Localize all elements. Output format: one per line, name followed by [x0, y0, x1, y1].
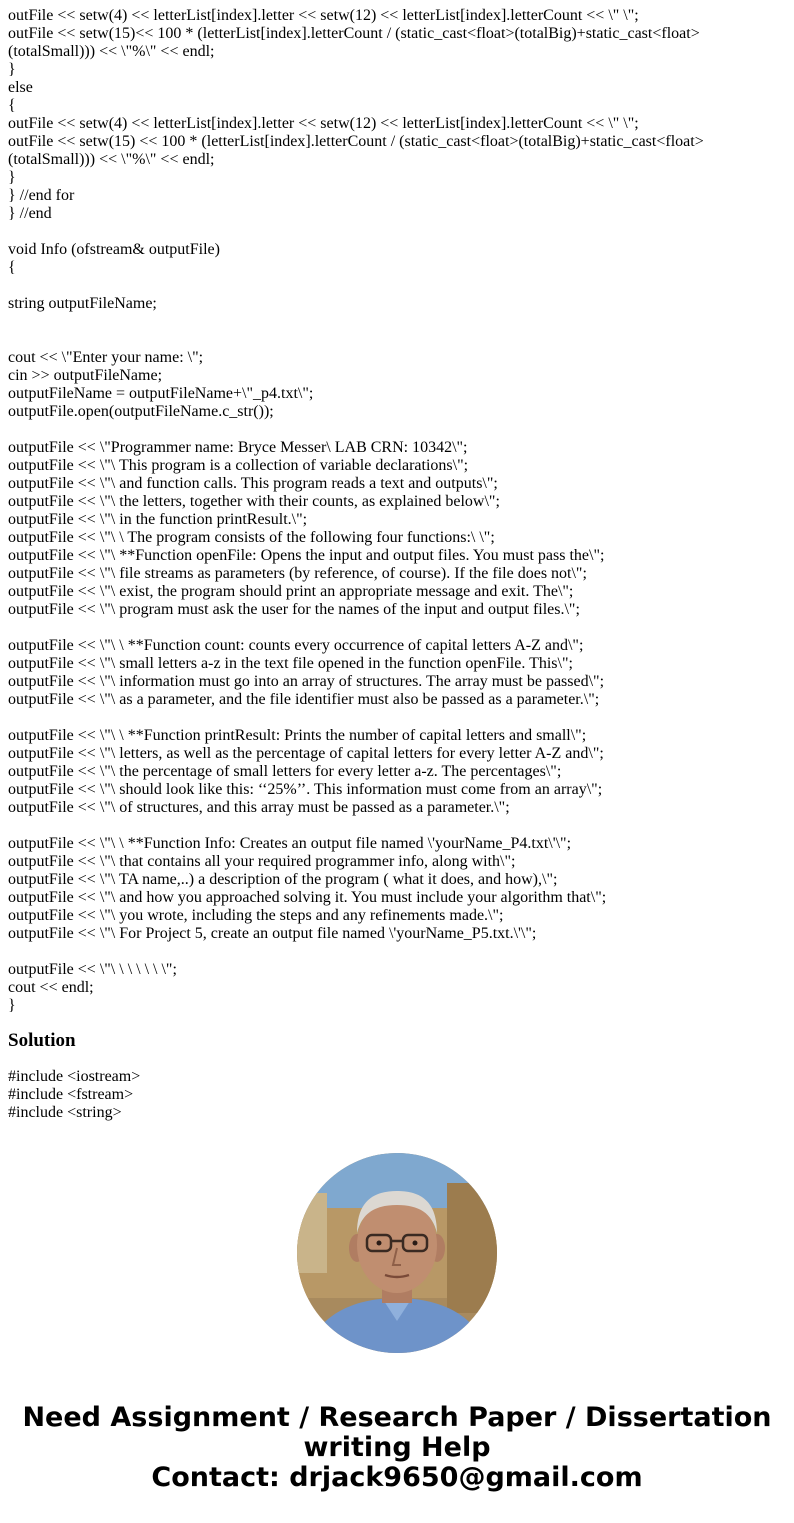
code-line — [8, 817, 786, 835]
code-line: outputFile << \"\ that contains all your required programmer info, along with\"; — [8, 853, 516, 870]
code-line: outputFile << \"\ \ **Function count: counts every occurrence of capital letters A-Z and\"; — [8, 637, 584, 654]
code-line: outputFile << \"\ \ The program consists of the following four functions:\ \"; — [8, 529, 495, 546]
code-line: cout << \"Enter your name: \"; — [8, 349, 204, 366]
code-line: string outputFileName; — [8, 295, 157, 312]
code-line: outFile << setw(15) << 100 * (letterList[index].letterCount / (static_cast<float>(totalBig)+static_cast<float>(totalSmall))) << \"%\" << endl; — [8, 133, 704, 168]
code-line: outputFile.open(outputFileName.c_str()); — [8, 403, 274, 420]
code-line: #include <iostream> — [8, 1068, 141, 1085]
solution-heading: Solution — [8, 1030, 76, 1051]
code-line: outputFile << \"\ and function calls. This program reads a text and outputs\"; — [8, 475, 498, 492]
code-line: outputFile << \"\ \ **Function printResult: Prints the number of capital letters and small\"; — [8, 727, 587, 744]
code-line: outputFile << \"Programmer name: Bryce Messer\ LAB CRN: 10342\"; — [8, 439, 468, 456]
code-line: cin >> outputFileName; — [8, 367, 163, 384]
author-avatar — [297, 1153, 497, 1353]
code-line — [8, 223, 786, 241]
code-line — [8, 943, 786, 961]
code-line — [8, 331, 786, 349]
code-line: outputFile << \"\ as a parameter, and the file identifier must also be passed as a parameter.\"; — [8, 691, 600, 708]
code-line: cout << endl; — [8, 979, 94, 996]
code-line: outputFileName = outputFileName+\"_p4.txt\"; — [8, 385, 314, 402]
code-line: } — [8, 61, 16, 78]
code-line: outputFile << \"\ in the function printResult.\"; — [8, 511, 308, 528]
code-line: outputFile << \"\ small letters a-z in the text file opened in the function openFile. This\"; — [8, 655, 573, 672]
code-line — [8, 313, 786, 331]
code-line: outputFile << \"\ the percentage of small letters for every letter a-z. The percentages\"; — [8, 763, 562, 780]
code-line: outputFile << \"\ **Function openFile: Opens the input and output files. You must pass the\"; — [8, 547, 605, 564]
code-line: outputFile << \"\ This program is a collection of variable declarations\"; — [8, 457, 469, 474]
code-line: outputFile << \"\ program must ask the user for the names of the input and output files.\"; — [8, 601, 580, 618]
code-line: outputFile << \"\ For Project 5, create an output file named \'yourName_P5.txt.\'\"; — [8, 925, 537, 942]
code-line: } //end for — [8, 187, 75, 204]
promo-line-1: Need Assignment / Research Paper / Dissertation — [22, 1402, 772, 1433]
promo-banner — [0, 1403, 794, 1493]
code-block-solution — [8, 1068, 786, 1121]
code-line: outFile << setw(15)<< 100 * (letterList[index].letterCount / (static_cast<float>(totalBig)+static_cast<float>(totalSmall))) << \"%\" << endl; — [8, 25, 700, 60]
author-photo-image — [297, 1153, 497, 1353]
code-line: outputFile << \"\ letters, as well as the percentage of capital letters for every letter A-Z and\"; — [8, 745, 604, 762]
document-content — [8, 7, 786, 1121]
code-line: void Info (ofstream& outputFile) — [8, 241, 220, 258]
code-line: outputFile << \"\ should look like this: ‘‘25%’’. This information must come from an array\"; — [8, 781, 603, 798]
code-line: #include <string> — [8, 1104, 122, 1121]
code-line: outputFile << \"\ \ **Function Info: Creates an output file named \'yourName_P4.txt\'\"; — [8, 835, 572, 852]
code-line: outputFile << \"\ the letters, together with their counts, as explained below\"; — [8, 493, 500, 510]
code-line: #include <fstream> — [8, 1086, 134, 1103]
code-line: outputFile << \"\ TA name,..) a description of the program ( what it does, and how),\"; — [8, 871, 558, 888]
code-line: } //end — [8, 205, 52, 222]
code-line — [8, 277, 786, 295]
code-block-top — [8, 7, 786, 1015]
code-line: { — [8, 97, 16, 114]
code-line: { — [8, 259, 16, 276]
code-line: outputFile << \"\ exist, the program should print an appropriate message and exit. The\"; — [8, 583, 574, 600]
code-line — [8, 709, 786, 727]
code-line: } — [8, 169, 16, 186]
code-line: else — [8, 79, 33, 96]
code-line: outputFile << \"\ of structures, and this array must be passed as a parameter.\"; — [8, 799, 510, 816]
code-line: outputFile << \"\ information must go into an array of structures. The array must be passed\"; — [8, 673, 605, 690]
code-line: outputFile << \"\ you wrote, including the steps and any refinements made.\"; — [8, 907, 504, 924]
code-line — [8, 619, 786, 637]
code-line: outFile << setw(4) << letterList[index].letter << setw(12) << letterList[index].letterCount << \" \"; — [8, 115, 639, 132]
promo-line-2: writing Help — [303, 1432, 491, 1463]
code-line: outFile << setw(4) << letterList[index].letter << setw(12) << letterList[index].letterCount << \" \"; — [8, 7, 639, 24]
code-line: } — [8, 997, 16, 1014]
code-line — [8, 421, 786, 439]
promo-contact: Contact: drjack9650@gmail.com — [151, 1462, 643, 1493]
code-line: outputFile << \"\ \ \ \ \ \ \"; — [8, 961, 177, 978]
code-line: outputFile << \"\ and how you approached solving it. You must include your algorithm that\"; — [8, 889, 607, 906]
code-line: outputFile << \"\ file streams as parameters (by reference, of course). If the file does not\"; — [8, 565, 587, 582]
